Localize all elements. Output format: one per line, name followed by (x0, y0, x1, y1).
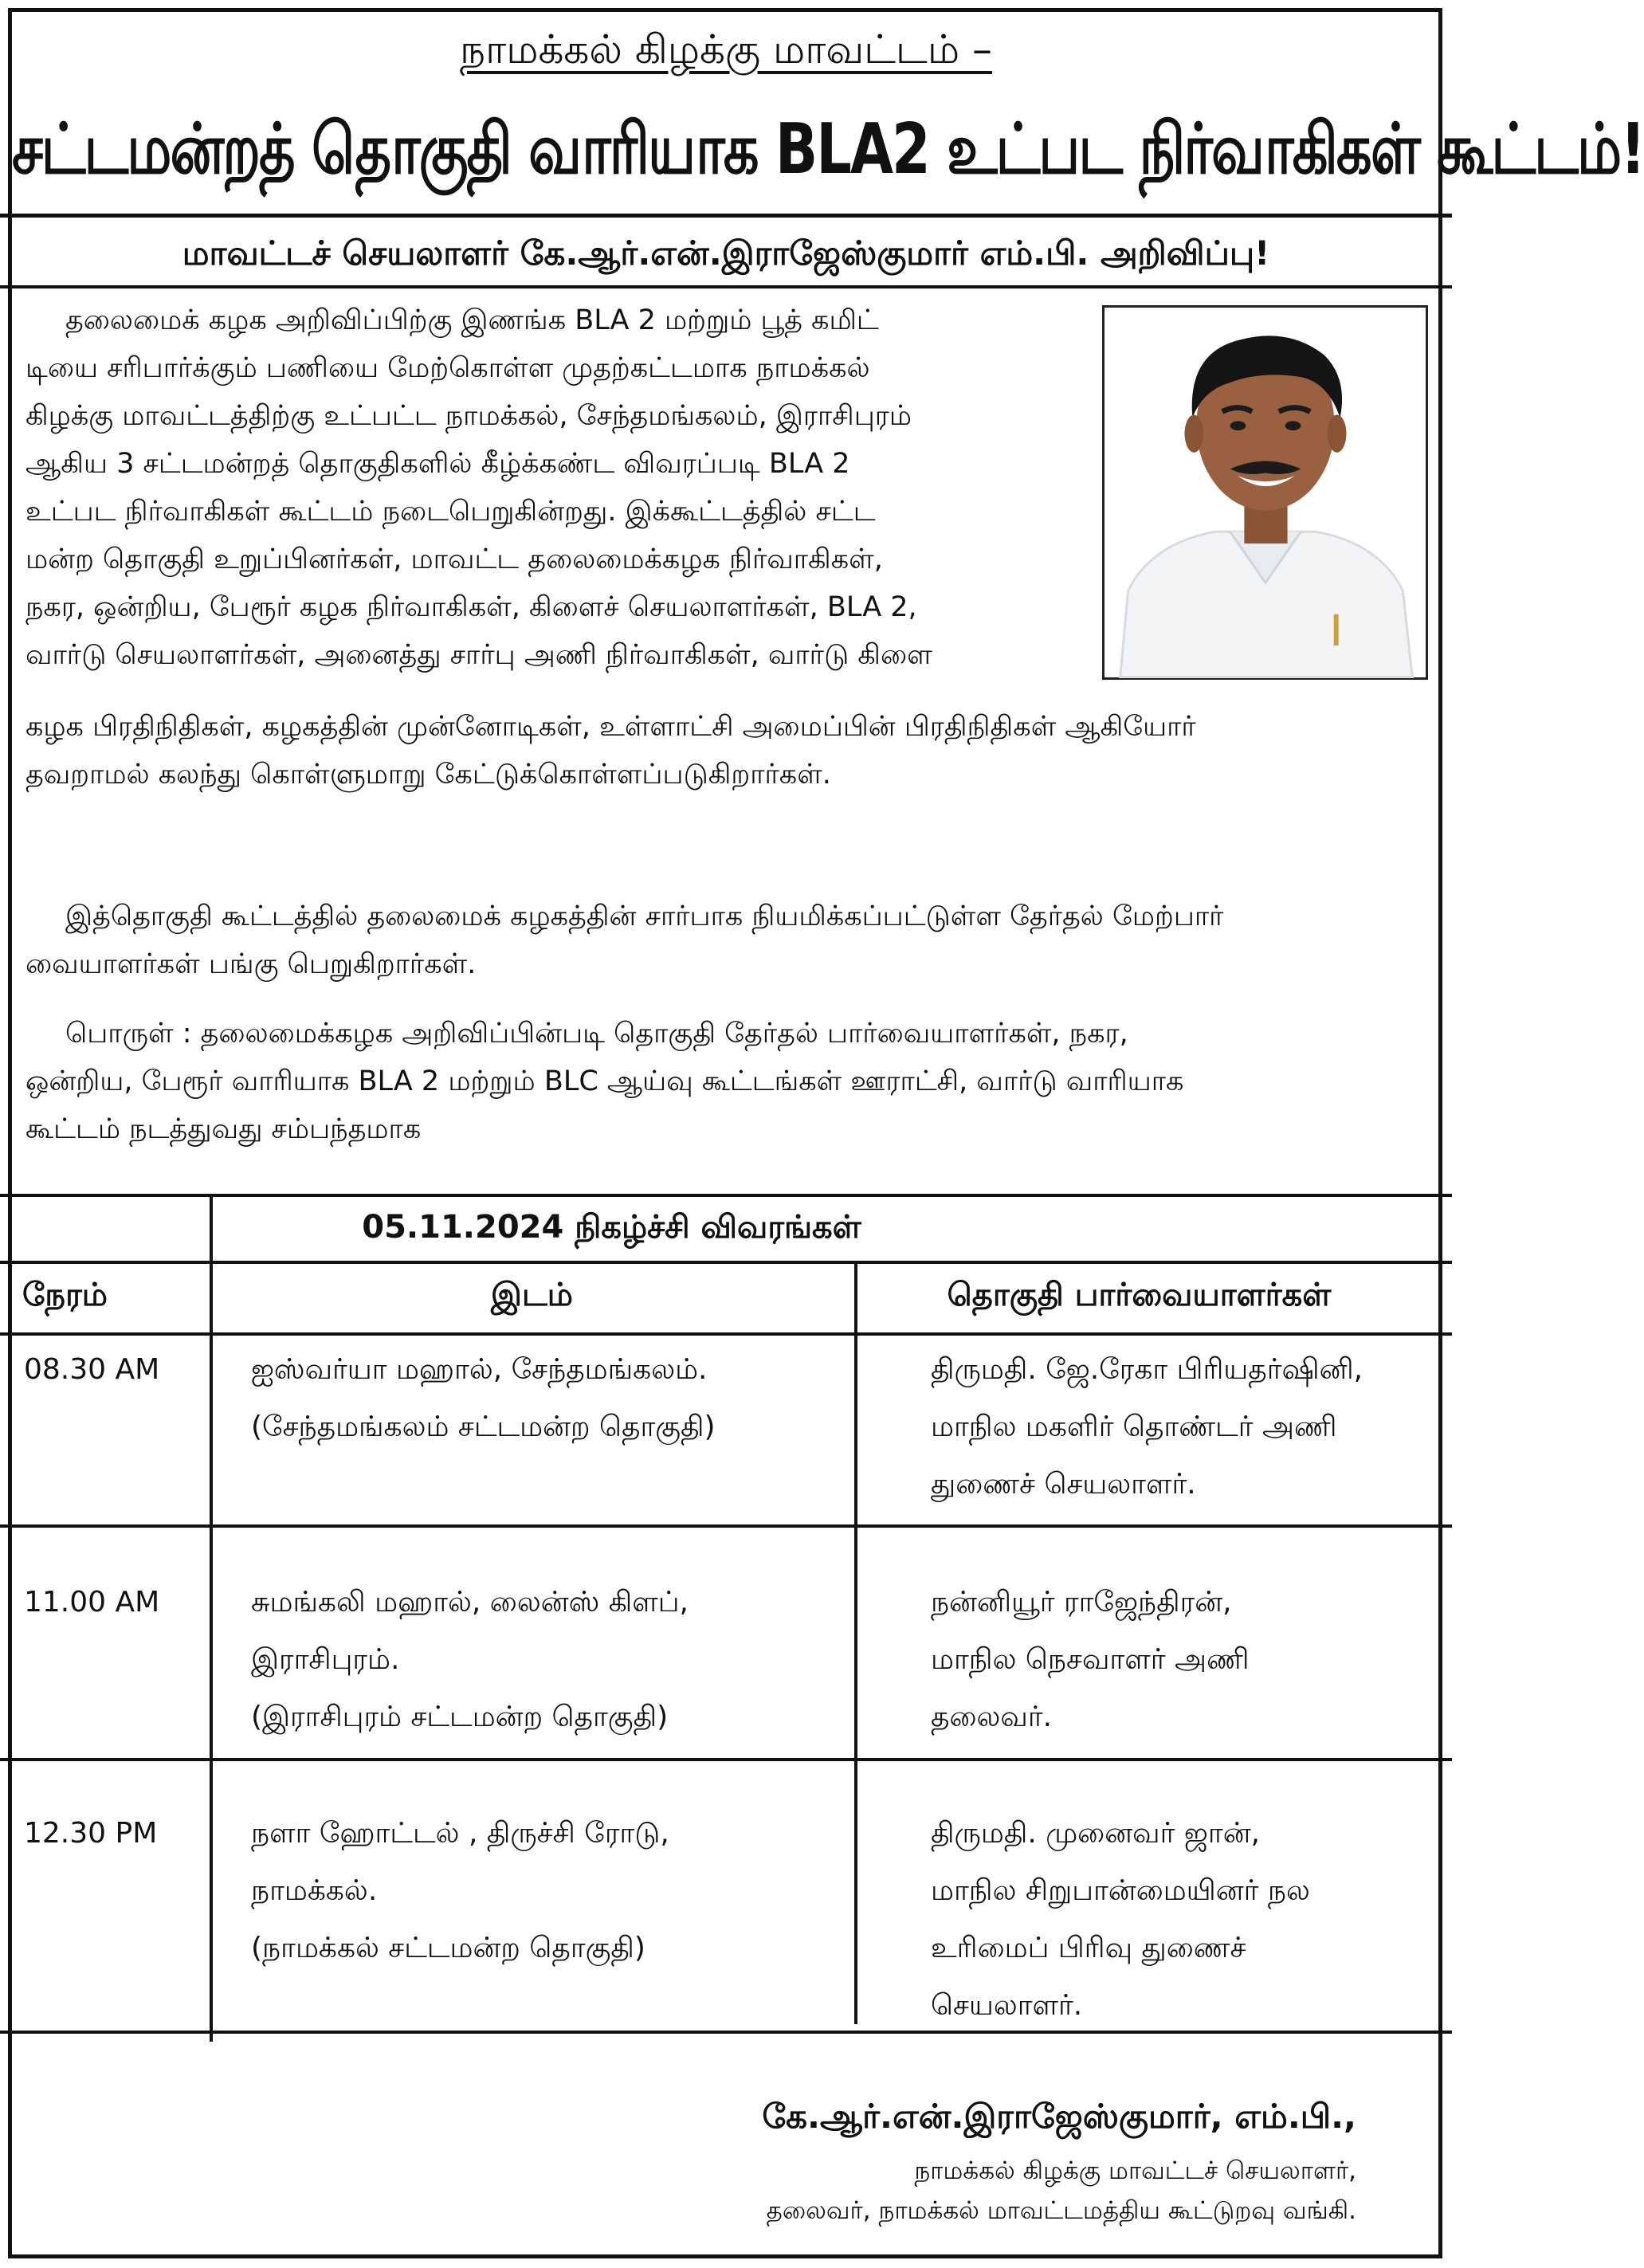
venue-line: இராசிபுரம். (251, 1643, 400, 1676)
header-time: நேரம் (22, 1277, 108, 1313)
row-observer (931, 1574, 1250, 1746)
para1-line: உட்பட நிர்வாகிகள் கூட்டம் நடைபெறுகின்றது. இக்கூட்டத்தில் சட்ட (26, 496, 876, 528)
venue-line: நாமக்கல். (251, 1874, 378, 1907)
col-divider-1-body (210, 1332, 213, 2042)
row-observer (931, 1805, 1310, 2035)
signatory-title-2: தலைவர், நாமக்கல் மாவட்டமத்திய கூட்டுறவு வங்கி. (766, 2196, 1356, 2225)
venue-line: (நாமக்கல் சட்டமன்ற தொகுதி) (251, 1932, 645, 1964)
row-observer (931, 1341, 1363, 1513)
para1-line: வார்டு செயலாளர்கள், அனைத்து சார்பு அணி நிர்வாகிகள், வார்டு கிளை (26, 639, 932, 671)
para1-line (26, 296, 1085, 344)
district-title (0, 24, 1452, 75)
venue-line: (சேந்தமங்கலம் சட்டமன்ற தொகுதி) (251, 1411, 716, 1443)
para1-line: ஆகிய 3 சட்டமன்றத் தொகுதிகளில் கீழ்க்கண்ட விவரப்படி BLA 2 (26, 448, 850, 480)
observer-line: திருமதி. ஜே.ரேகா பிரியதர்ஷினி, (931, 1353, 1363, 1386)
district-title-text: நாமக்கல் கிழக்கு மாவட்டம் – (460, 26, 992, 73)
row-time: 11.00 AM (24, 1586, 160, 1619)
header-observers: தொகுதி பார்வையாளர்கள் (947, 1277, 1332, 1313)
observer-line: மாநில மகளிர் தொண்டர் அணி (931, 1411, 1337, 1443)
portrait-photo (1102, 305, 1428, 680)
row-rule (0, 1524, 1452, 1528)
header-rule (0, 214, 1452, 218)
para1-line: கிழக்கு மாவட்டத்திற்கு உட்பட்ட நாமக்கல், சேந்தமங்கலம், இராசிபுரம் (26, 400, 912, 432)
intro-paragraph (26, 296, 1085, 679)
header-row-bottom-rule (0, 1332, 1452, 1336)
para1-line-text: தலைமைக் கழக அறிவிப்பிற்கு இணங்க BLA 2 மற்றும் பூத் கமிட் (65, 304, 879, 336)
subject-paragraph (26, 1010, 1424, 1153)
para3-line: கூட்டம் நடத்துவது சம்பந்தமாக (26, 1113, 422, 1145)
venue-line: ஐஸ்வர்யா மஹால், சேந்தமங்கலம். (251, 1353, 708, 1386)
observer-line: மாநில சிறுபான்மையினர் நல (931, 1874, 1310, 1907)
para2-line (26, 893, 1424, 940)
observer-line: செயலாளர். (931, 1989, 1083, 2022)
para3-line: ஒன்றிய, பேரூர் வாரியாக BLA 2 மற்றும் BLC ஆய்வு கூட்டங்கள் ஊராட்சி, வார்டு வாரியாக (26, 1065, 1184, 1097)
header-venue: இடம் (491, 1277, 573, 1313)
header-row-top-rule (0, 1261, 1452, 1264)
schedule-title: 05.11.2024 நிகழ்ச்சி விவரங்கள் (362, 1209, 861, 1246)
row-time: 08.30 AM (24, 1353, 160, 1386)
venue-line: நளா ஹோட்டல் , திருச்சி ரோடு, (251, 1817, 669, 1850)
announcement-rule (0, 285, 1452, 288)
para1-line: நகர, ஒன்றிய, பேரூர் கழக நிர்வாகிகள், கிளைச் செயலாளர்கள், BLA 2, (26, 591, 917, 623)
row-venue (251, 1574, 689, 1746)
signatory-title-1: நாமக்கல் கிழக்கு மாவட்டச் செயலாளர், (914, 2156, 1356, 2185)
observer-line: உரிமைப் பிரிவு துணைச் (931, 1932, 1246, 1964)
para3-line-text: பொருள் : தலைமைக்கழக அறிவிப்பின்படி தொகுதி தேர்தல் பார்வையாளர்கள், நகர, (65, 1018, 1128, 1050)
observer-line: துணைச் செயலாளர். (931, 1468, 1196, 1501)
headline: சட்டமன்றத் தொகுதி வாரியாக BLA2 உட்பட நிர்வாகிகள் கூட்டம்! (12, 108, 1644, 190)
venue-line: (இராசிபுரம் சட்டமன்ற தொகுதி) (251, 1701, 669, 1733)
para2-line: வையாளர்கள் பங்கு பெறுகிறார்கள். (26, 948, 477, 980)
row-venue (251, 1341, 716, 1456)
para1-line: கழக பிரதிநிதிகள், கழகத்தின் முன்னோடிகள், உள்ளாட்சி அமைப்பின் பிரதிநிதிகள் ஆகியோர் (26, 711, 1196, 743)
observers-paragraph (26, 893, 1424, 988)
intro-paragraph-continued (26, 703, 1424, 799)
observer-line: திருமதி. முனைவர் ஜான், (931, 1817, 1261, 1850)
venue-line: சுமங்கலி மஹால், லைன்ஸ் கிளப், (251, 1586, 689, 1619)
para1-line: தவறாமல் கலந்து கொள்ளுமாறு கேட்டுக்கொள்ளப்படுகிறார்கள். (26, 759, 831, 791)
portrait-illustration (1105, 308, 1426, 677)
para1-line: மன்ற தொகுதி உறுப்பினர்கள், மாவட்ட தலைமைக்கழக நிர்வாகிகள், (26, 543, 883, 575)
observer-line: மாநில நெசவாளர் அணி (931, 1643, 1250, 1676)
row-venue (251, 1805, 669, 1977)
observer-line: தலைவர். (931, 1701, 1053, 1733)
col-divider-2 (854, 1261, 857, 2024)
para3-line (26, 1010, 1424, 1057)
table-bottom-rule (0, 2031, 1452, 2034)
announcement: மாவட்டச் செயலாளர் கே.ஆர்.என்.இராஜேஸ்குமார் எம்.பி. அறிவிப்பு! (182, 233, 1270, 273)
para2-line-text: இத்தொகுதி கூட்டத்தில் தலைமைக் கழகத்தின் சார்பாக நியமிக்கப்பட்டுள்ள தேர்தல் மேற்பார் (65, 901, 1224, 932)
row-time: 12.30 PM (24, 1817, 158, 1850)
table-top-rule (0, 1194, 1452, 1197)
observer-line: நன்னியூர் ராஜேந்திரன், (931, 1586, 1232, 1619)
row-rule (0, 1758, 1452, 1761)
signatory-name: கே.ஆர்.என்.இராஜேஸ்குமார், எம்.பி., (762, 2097, 1356, 2136)
para1-line: டியை சரிபார்க்கும் பணியை மேற்கொள்ள முதற்கட்டமாக நாமக்கல் (26, 352, 870, 384)
